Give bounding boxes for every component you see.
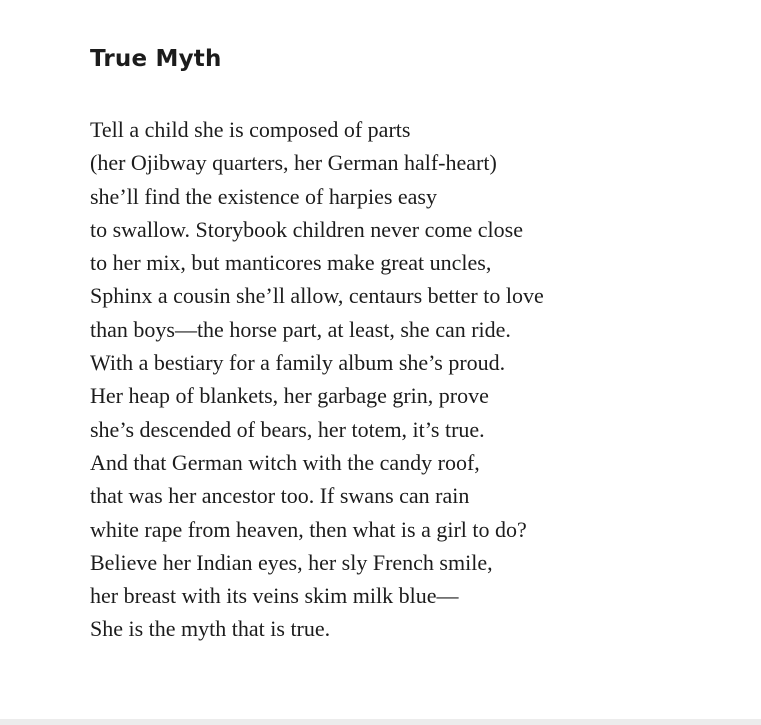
poem-line: Believe her Indian eyes, her sly French smile, [90, 549, 493, 575]
poem-line: And that German witch with the candy roof, [90, 449, 480, 475]
poem-line: than boys—the horse part, at least, she can ride. [90, 316, 511, 342]
poem-line: white rape from heaven, then what is a girl to do? [90, 516, 527, 542]
page-bottom-border [0, 719, 761, 725]
poem-line: (her Ojibway quarters, her German half-heart) [90, 150, 497, 176]
poem-line: her breast with its veins skim milk blue— [90, 583, 459, 609]
poem-line: to her mix, but manticores make great uncles, [90, 250, 492, 276]
poem-line: she’s descended of bears, her totem, it’s true. [90, 416, 485, 442]
poem-line: Tell a child she is composed of parts [90, 117, 411, 142]
poem-line: Sphinx a cousin she’ll allow, centaurs better to love [90, 283, 544, 309]
poem-line: She is the myth that is true. [90, 616, 331, 642]
poem-line: she’ll find the existence of harpies easy [90, 183, 437, 209]
poem-line: Her heap of blankets, her garbage grin, prove [90, 383, 489, 409]
poem-line: to swallow. Storybook children never come close [90, 216, 523, 242]
poem-line: With a bestiary for a family album she’s proud. [90, 350, 506, 376]
poem-title: True Myth [90, 46, 222, 72]
poem-line: that was her ancestor too. If swans can rain [90, 483, 470, 509]
poem-body [90, 113, 544, 646]
